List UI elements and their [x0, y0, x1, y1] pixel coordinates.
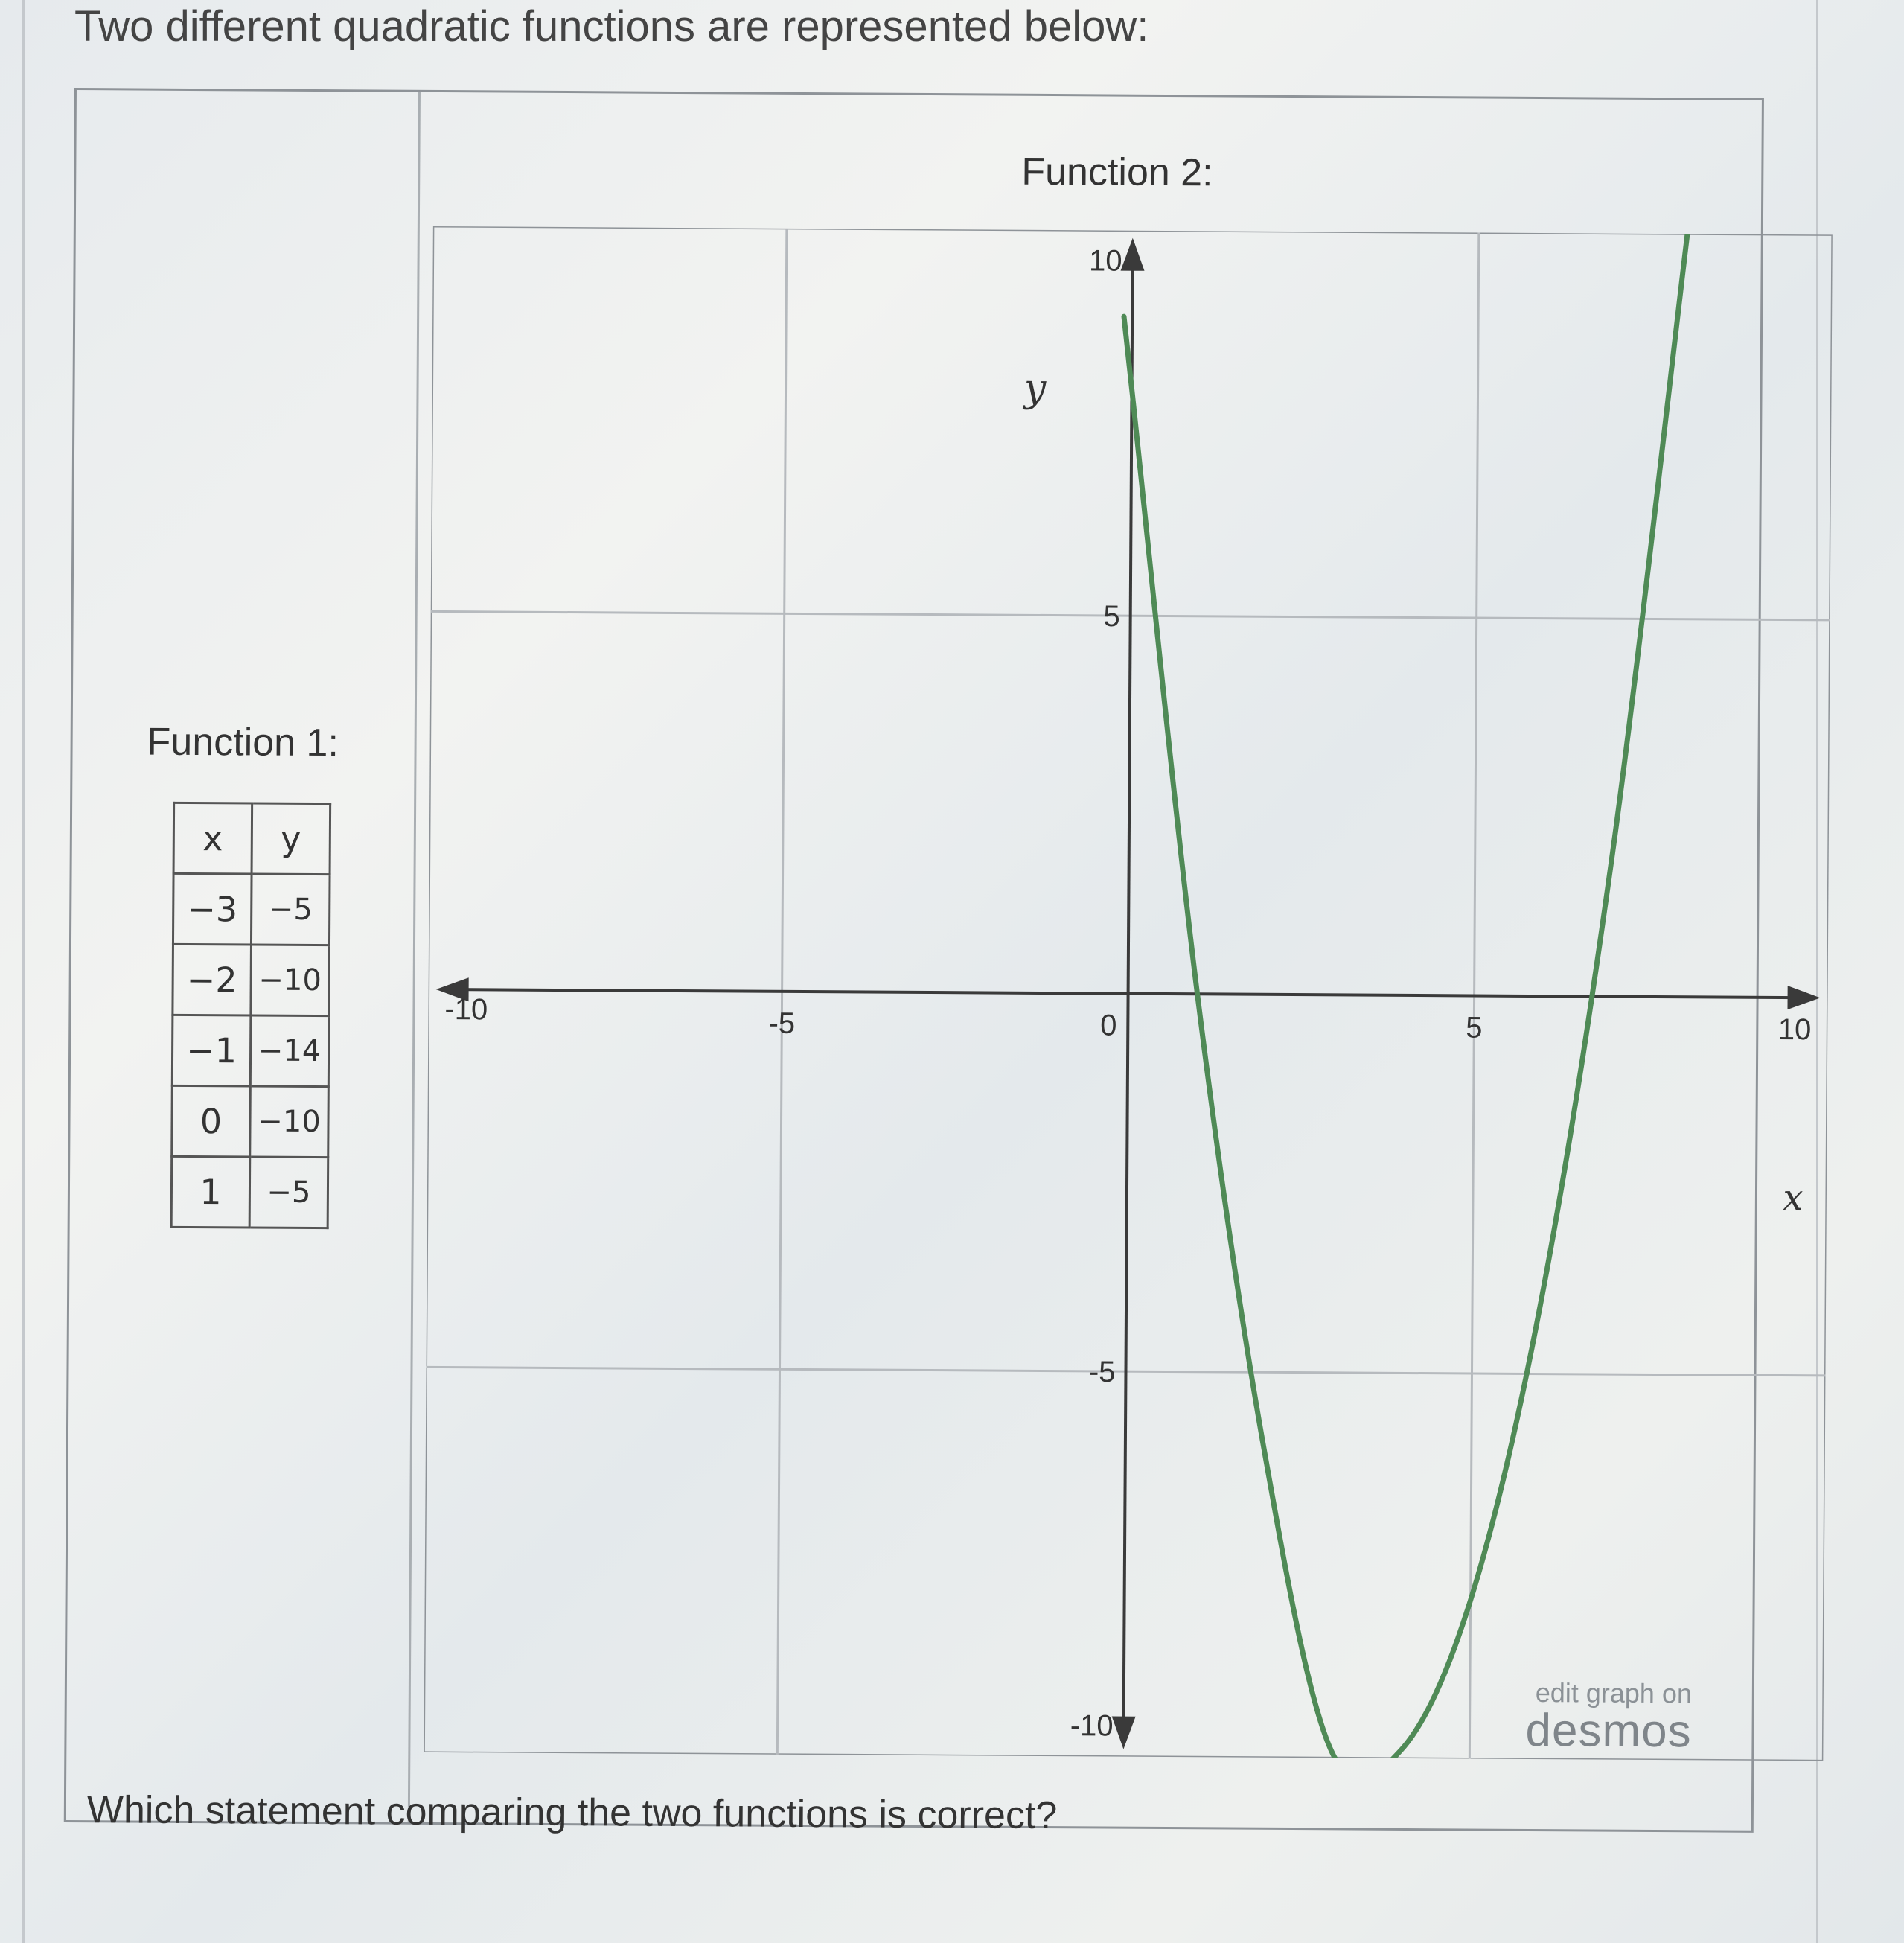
y-column-header: y: [252, 803, 330, 875]
y-cell: −10: [251, 945, 330, 1016]
question-text: Which statement comparing the two functions is correct?: [86, 1788, 1058, 1838]
intro-text: Two different quadratic functions are represented below:: [74, 2, 1149, 51]
y-axis-top-arrow: [1121, 238, 1145, 271]
x-column-header: x: [173, 803, 252, 874]
x-tick-label: 10: [1777, 1013, 1812, 1047]
x-axis-label: x: [1783, 1177, 1804, 1219]
page-left-edge: [22, 0, 25, 1943]
y-cell: −5: [249, 1157, 328, 1228]
x-cell: −2: [173, 944, 252, 1015]
x-cell: −1: [172, 1015, 251, 1086]
y-tick-label: 5: [1103, 599, 1120, 634]
x-cell: 0: [172, 1085, 251, 1157]
desmos-logo: desmos: [1525, 1704, 1692, 1758]
edit-on-desmos-link[interactable]: [1525, 1677, 1692, 1758]
table-row: [171, 1156, 328, 1228]
function1-table: [170, 802, 331, 1229]
x-axis-right-arrow: [1787, 986, 1820, 1009]
x-tick-label: 5: [1466, 1011, 1483, 1044]
function1-title: Function 1:: [147, 720, 339, 765]
y-cell: −14: [250, 1015, 329, 1087]
table-row: [173, 944, 330, 1015]
y-tick-label: -10: [1070, 1709, 1114, 1743]
y-tick-label: -5: [1088, 1355, 1116, 1389]
function2-graph[interactable]: [424, 226, 1832, 1761]
x-cell: 1: [171, 1156, 250, 1228]
axes: [431, 234, 1824, 1753]
x-tick-label: -10: [444, 993, 488, 1027]
y-cell: −10: [250, 1086, 329, 1158]
x-cell: −3: [173, 873, 252, 945]
table-row: [172, 1015, 329, 1086]
table-header-row: [173, 803, 330, 874]
y-cell: −5: [251, 874, 330, 945]
table-row: [173, 873, 330, 945]
table-row: [172, 1085, 329, 1157]
x-tick-label: 0: [1100, 1009, 1117, 1042]
function1-panel: [66, 90, 421, 1822]
x-tick-label: -5: [768, 1006, 796, 1040]
function2-title: Function 2:: [1021, 150, 1213, 195]
y-tick-label: 10: [1088, 244, 1122, 278]
y-axis-bottom-arrow: [1111, 1717, 1135, 1749]
functions-frame: [64, 88, 1812, 1838]
y-axis-label: y: [1023, 366, 1047, 411]
edit-graph-text: edit graph on: [1535, 1677, 1693, 1709]
